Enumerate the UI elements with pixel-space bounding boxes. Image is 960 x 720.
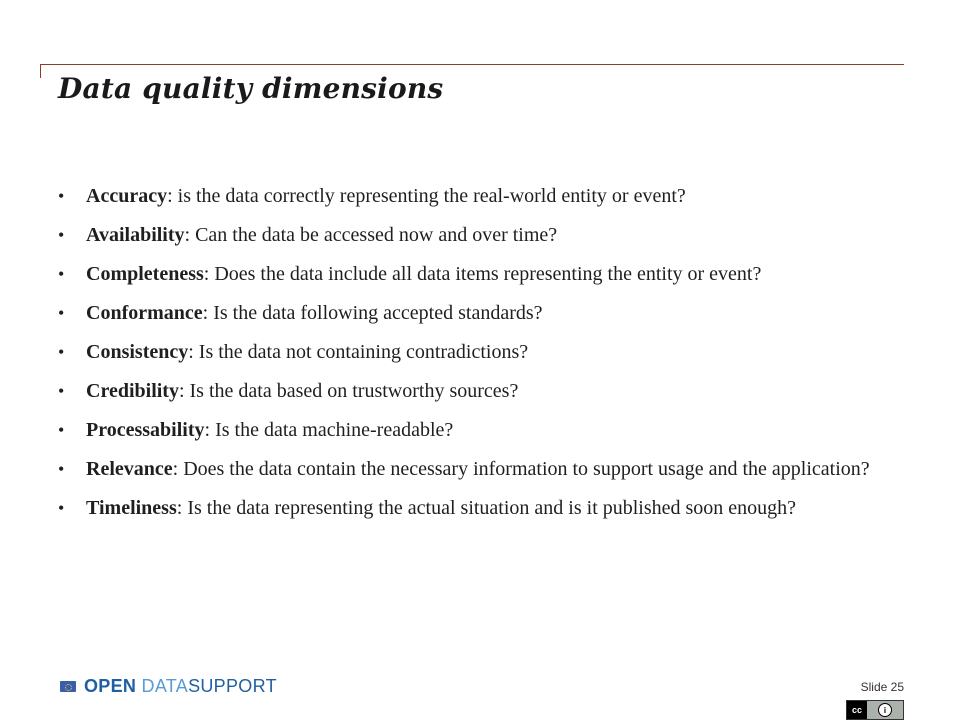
bullet-term: Conformance	[86, 302, 203, 324]
title-rule-tick	[40, 64, 41, 78]
bullet-dot-icon: •	[58, 381, 65, 401]
slide-number: Slide 25	[860, 680, 904, 694]
bullet-list	[58, 184, 904, 535]
bullet-dot-icon: •	[58, 459, 65, 479]
bullet-term: Consistency	[86, 341, 189, 363]
bullet-term: Availability	[86, 224, 185, 246]
title-rule	[40, 64, 904, 65]
bullet-term: Timeliness	[86, 497, 177, 519]
slide-title: Data quality dimensions	[58, 72, 444, 105]
bullet-item-processability	[58, 418, 904, 443]
bullet-dot-icon: •	[58, 186, 65, 206]
bullet-dot-icon: •	[58, 225, 65, 245]
bullet-term: Credibility	[86, 380, 179, 402]
bullet-text: : Is the data following accepted standards?	[202, 302, 543, 324]
bullet-term: Processability	[86, 419, 205, 441]
cc-label: cc	[847, 701, 867, 719]
logo-text	[84, 676, 277, 697]
bullet-text: : Is the data machine-readable?	[204, 419, 454, 441]
open-data-support-logo	[60, 676, 277, 697]
bullet-dot-icon: •	[58, 342, 65, 362]
eu-flag-icon	[60, 681, 76, 692]
creative-commons-by-icon	[846, 700, 904, 720]
bullet-item-timeliness	[58, 496, 904, 521]
bullet-dot-icon: •	[58, 303, 65, 323]
bullet-item-relevance	[58, 457, 904, 482]
cc-attribution	[867, 703, 903, 717]
bullet-item-completeness	[58, 262, 904, 287]
bullet-text: : Is the data representing the actual situation and is it published soon enough?	[176, 497, 797, 519]
bullet-item-consistency	[58, 340, 904, 365]
bullet-text: : Does the data contain the necessary information to support usage and the application?	[172, 458, 870, 480]
logo-data-text: DATA	[141, 676, 189, 696]
bullet-item-accuracy	[58, 184, 904, 209]
bullet-term: Completeness	[86, 263, 204, 285]
logo-open-text: OPEN	[84, 676, 137, 696]
bullet-dot-icon: •	[58, 498, 65, 518]
bullet-item-credibility	[58, 379, 904, 404]
bullet-text: : Is the data not containing contradictions?	[188, 341, 529, 363]
bullet-text: : is the data correctly representing the real-world entity or event?	[167, 185, 686, 207]
attribution-person-icon: i	[878, 703, 892, 717]
bullet-term: Accuracy	[86, 185, 168, 207]
logo-support-text: SUPPORT	[188, 676, 277, 696]
bullet-dot-icon: •	[58, 264, 65, 284]
bullet-text: : Is the data based on trustworthy sources?	[178, 380, 519, 402]
bullet-term: Relevance	[86, 458, 173, 480]
bullet-dot-icon: •	[58, 420, 65, 440]
bullet-item-availability	[58, 223, 904, 248]
bullet-item-conformance	[58, 301, 904, 326]
bullet-text: : Does the data include all data items representing the entity or event?	[203, 263, 762, 285]
bullet-text: : Can the data be accessed now and over time?	[184, 224, 558, 246]
